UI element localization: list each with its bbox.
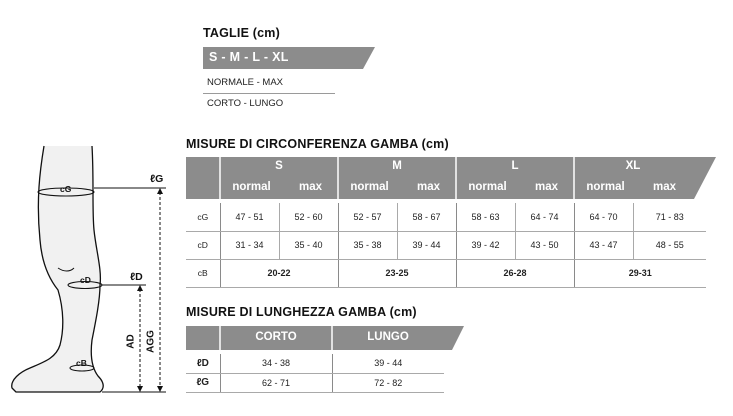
- cell-cg-m-normal: 52 - 57: [338, 203, 397, 231]
- circumference-heading: MISURE DI CIRCONFERENZA GAMBA (cm): [186, 137, 449, 151]
- table-row-cb: [186, 259, 706, 287]
- row-label-lg: ℓG: [186, 373, 220, 392]
- label-cb: cB: [76, 358, 87, 368]
- cell-cd-l-max: 43 - 50: [515, 231, 574, 259]
- cell-cd-m-normal: 35 - 38: [338, 231, 397, 259]
- row-label-cb: cB: [186, 259, 220, 287]
- sub-header-l-normal: normal: [468, 181, 507, 193]
- size-header-l: L: [511, 160, 519, 172]
- cell-cg-xl-normal: 64 - 70: [574, 203, 633, 231]
- sizes-banner-label: S - M - L - XL: [209, 50, 289, 64]
- label-agg: AGG: [145, 330, 157, 353]
- cell-cb-s: 20-22: [220, 259, 338, 287]
- cell-cg-l-normal: 58 - 63: [456, 203, 515, 231]
- circumference-header: [186, 157, 716, 199]
- cell-cg-m-max: 58 - 67: [397, 203, 456, 231]
- row-label-ld: ℓD: [186, 354, 220, 373]
- length-header: [186, 326, 464, 350]
- length-header-corto: CORTO: [255, 331, 297, 343]
- label-ad: AD: [125, 334, 137, 349]
- table-row-cg: [186, 203, 706, 231]
- cell-cd-xl-max: 48 - 55: [633, 231, 706, 259]
- cell-lg-lungo: 72 - 82: [332, 373, 444, 392]
- cell-ld-lungo: 39 - 44: [332, 354, 444, 373]
- label-lg: ℓG: [150, 173, 164, 185]
- size-option-normale-max: NORMALE - MAX: [207, 77, 284, 88]
- size-option-corto-lungo: CORTO - LUNGO: [207, 98, 284, 109]
- sub-header-s-max: max: [298, 181, 323, 193]
- table-row-lg: [186, 373, 444, 392]
- table-row-ld: [186, 354, 444, 373]
- sub-header-xl-max: max: [652, 181, 677, 193]
- cell-cb-l: 26-28: [456, 259, 574, 287]
- cell-cd-s-normal: 31 - 34: [220, 231, 279, 259]
- size-header-xl: XL: [625, 160, 641, 172]
- label-cd: cD: [80, 275, 91, 285]
- sub-header-xl-normal: normal: [586, 181, 625, 193]
- cell-cb-xl: 29-31: [574, 259, 706, 287]
- cell-cb-m: 23-25: [338, 259, 456, 287]
- cell-cg-s-normal: 47 - 51: [220, 203, 279, 231]
- length-header-lungo: LUNGO: [367, 331, 409, 343]
- sub-header-m-normal: normal: [350, 181, 389, 193]
- label-ld: ℓD: [130, 271, 143, 283]
- sub-header-l-max: max: [534, 181, 559, 193]
- length-table: [186, 354, 444, 393]
- cell-cg-xl-max: 71 - 83: [633, 203, 706, 231]
- cell-cd-xl-normal: 43 - 47: [574, 231, 633, 259]
- cell-cd-m-max: 39 - 44: [397, 231, 456, 259]
- length-heading: MISURE DI LUNGHEZZA GAMBA (cm): [186, 305, 417, 319]
- sub-header-m-max: max: [416, 181, 441, 193]
- cell-ld-corto: 34 - 38: [220, 354, 332, 373]
- label-cg: cG: [60, 184, 72, 194]
- size-header-m: M: [392, 160, 402, 172]
- table-row-cd: [186, 231, 706, 259]
- cell-cd-l-normal: 39 - 42: [456, 231, 515, 259]
- cell-cd-s-max: 35 - 40: [279, 231, 338, 259]
- leg-diagram: [0, 140, 180, 410]
- cell-cg-s-max: 52 - 60: [279, 203, 338, 231]
- sizes-banner: [203, 47, 375, 69]
- cell-lg-corto: 62 - 71: [220, 373, 332, 392]
- sub-header-s-normal: normal: [232, 181, 271, 193]
- circumference-table: [186, 203, 706, 288]
- row-label-cd: cD: [186, 231, 220, 259]
- cell-cg-l-max: 64 - 74: [515, 203, 574, 231]
- sizes-heading: TAGLIE (cm): [203, 26, 280, 40]
- sizes-divider: [203, 93, 335, 94]
- size-header-s: S: [275, 160, 283, 172]
- row-label-cg: cG: [186, 203, 220, 231]
